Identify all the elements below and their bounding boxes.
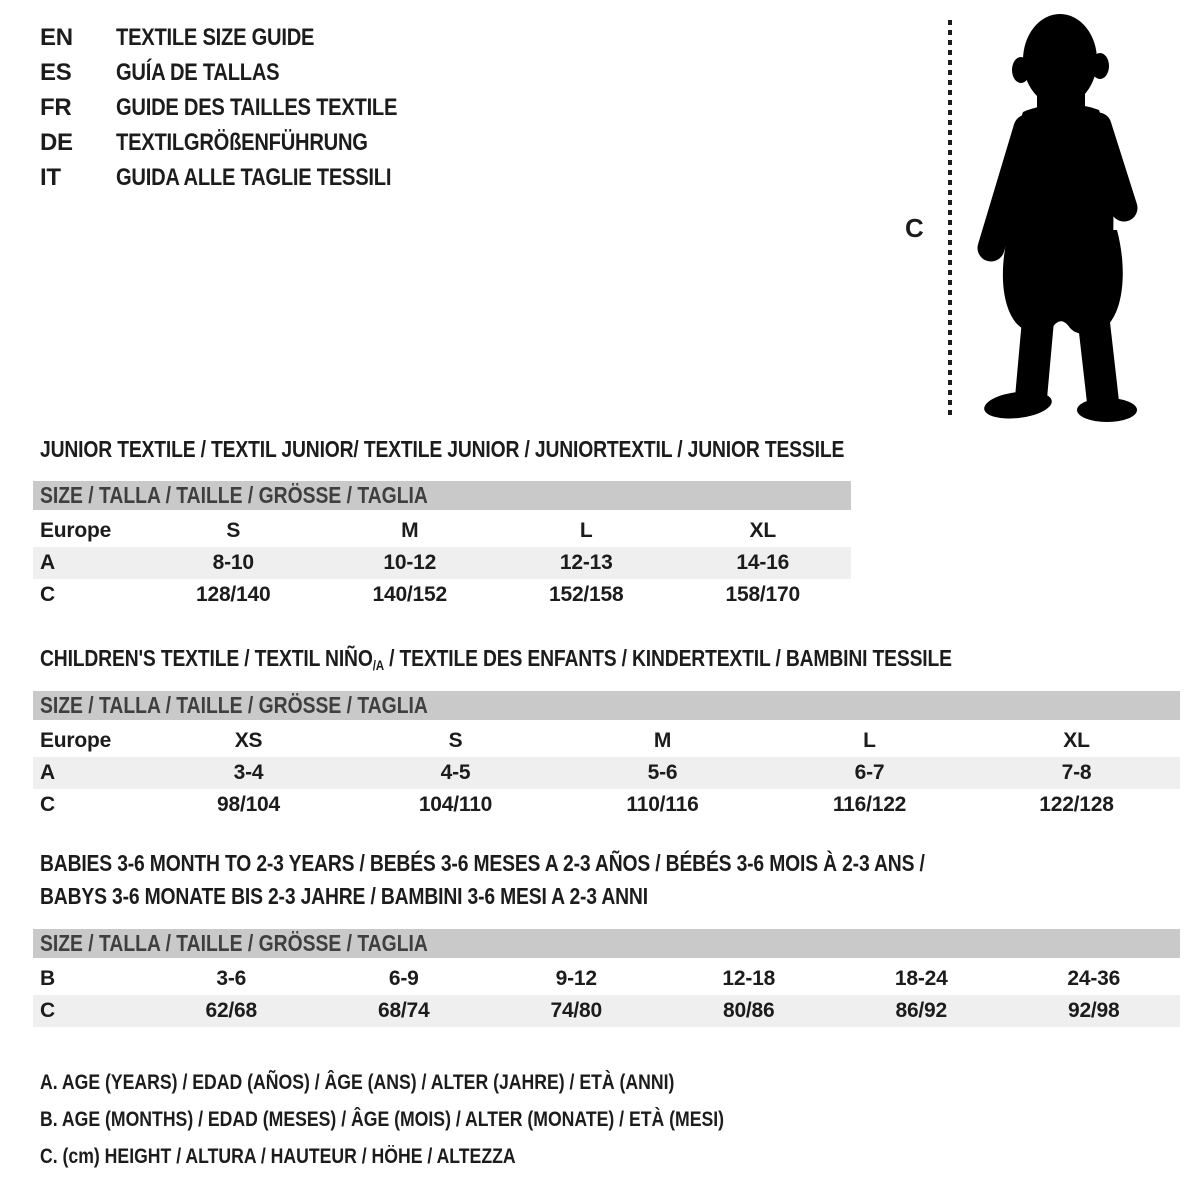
language-row xyxy=(40,160,451,195)
size-header-bar xyxy=(33,691,1180,720)
language-list xyxy=(40,20,451,195)
language-code: FR xyxy=(40,93,72,121)
value-cell: 18-24 xyxy=(894,967,948,990)
value-cell: 3-6 xyxy=(216,967,247,990)
value-cell: 9-12 xyxy=(555,967,597,990)
value-cell: 12-13 xyxy=(559,551,613,574)
measure-label-c: C xyxy=(905,213,924,243)
size-cell: M xyxy=(401,519,419,542)
table-row xyxy=(33,995,1180,1027)
legend-line-c-text: C. (cm) HEIGHT / ALTURA / HAUTEUR / HÖHE / ALTEZZA xyxy=(40,1145,516,1168)
size-cell: S xyxy=(226,519,241,542)
value-cell: 152/158 xyxy=(548,583,624,606)
legend-line-b-text: B. AGE (MONTHS) / EDAD (MESES) / ÂGE (MOIS) / ALTER (MONATE) / ETÀ (MESI) xyxy=(40,1108,725,1131)
size-cell: S xyxy=(448,729,463,752)
table-row xyxy=(33,547,851,579)
language-row xyxy=(40,125,451,160)
table-row xyxy=(33,725,1180,757)
babies-size-table xyxy=(33,929,1180,1027)
value-cell: 128/140 xyxy=(195,583,271,606)
language-code: DE xyxy=(40,128,73,156)
toddler-silhouette-icon xyxy=(957,6,1157,424)
value-cell: 7-8 xyxy=(1061,761,1092,784)
value-cell: 92/98 xyxy=(1067,999,1120,1022)
language-label: TEXTILE SIZE GUIDE xyxy=(116,23,315,51)
children-section-title-text xyxy=(40,645,952,673)
language-code: ES xyxy=(40,58,72,86)
size-cell: XS xyxy=(234,729,263,752)
row-label: A xyxy=(40,551,55,574)
children-size-table xyxy=(33,691,1180,821)
legend-line-a xyxy=(40,1064,854,1101)
value-cell: 74/80 xyxy=(550,999,603,1022)
children-title-subscript: /A xyxy=(372,657,384,673)
table-row xyxy=(33,515,851,547)
children-title-suffix: / TEXTILE DES ENFANTS / KINDERTEXTIL / BAMBINI TESSILE xyxy=(383,645,952,671)
language-label: GUÍA DE TALLAS xyxy=(116,58,280,86)
row-label: A xyxy=(40,761,55,784)
legend-line-a-text: A. AGE (YEARS) / EDAD (AÑOS) / ÂGE (ANS) / ALTER (JAHRE) / ETÀ (ANNI) xyxy=(40,1071,675,1094)
language-code: IT xyxy=(40,163,61,191)
children-title-prefix: CHILDREN'S TEXTILE / TEXTIL NIÑO xyxy=(40,645,373,671)
size-header-text: SIZE / TALLA / TAILLE / GRÖSSE / TAGLIA xyxy=(40,482,428,508)
size-cell: M xyxy=(653,729,672,752)
legend xyxy=(40,1064,854,1175)
value-cell: 62/68 xyxy=(205,999,258,1022)
junior-section-title xyxy=(40,436,997,463)
language-row xyxy=(40,55,451,90)
value-cell: 140/152 xyxy=(372,583,447,606)
legend-line-c xyxy=(40,1138,854,1175)
babies-section-title-line1 xyxy=(40,850,1093,877)
size-cell: L xyxy=(579,519,593,542)
height-measure-line xyxy=(948,20,952,416)
size-header-text: SIZE / TALLA / TAILLE / GRÖSSE / TAGLIA xyxy=(40,692,428,718)
value-cell: 116/122 xyxy=(832,793,907,816)
value-cell: 98/104 xyxy=(216,793,281,816)
value-cell: 12-18 xyxy=(722,967,776,990)
size-header-bar xyxy=(33,929,1180,958)
value-cell: 6-7 xyxy=(854,761,885,784)
children-section-title xyxy=(40,645,1126,673)
value-cell: 6-9 xyxy=(388,967,419,990)
row-label: Europe xyxy=(40,729,112,752)
value-cell: 24-36 xyxy=(1067,967,1121,990)
value-cell: 122/128 xyxy=(1039,793,1114,816)
row-label: Europe xyxy=(40,519,112,542)
babies-title-line1-text: BABIES 3-6 MONTH TO 2-3 YEARS / BEBÉS 3-6 MESES A 2-3 AÑOS / BÉBÉS 3-6 MOIS À 2-3 ANS / xyxy=(40,850,925,876)
size-cell: XL xyxy=(1063,729,1090,752)
babies-section-title-line2 xyxy=(40,883,764,910)
table-row xyxy=(33,579,851,611)
junior-size-table xyxy=(33,481,851,611)
table-row xyxy=(33,757,1180,789)
legend-line-b xyxy=(40,1101,854,1138)
size-cell: XL xyxy=(749,519,776,542)
language-label: GUIDA ALLE TAGLIE TESSILI xyxy=(116,163,392,191)
junior-section-title-text: JUNIOR TEXTILE / TEXTIL JUNIOR/ TEXTILE JUNIOR / JUNIORTEXTIL / JUNIOR TESSILE xyxy=(40,436,845,462)
size-cell: L xyxy=(863,729,876,752)
value-cell: 110/116 xyxy=(626,793,699,816)
language-label: GUIDE DES TAILLES TEXTILE xyxy=(116,93,398,121)
language-row xyxy=(40,90,451,125)
value-cell: 4-5 xyxy=(440,761,471,784)
value-cell: 104/110 xyxy=(418,793,493,816)
language-row xyxy=(40,20,451,55)
table-row xyxy=(33,789,1180,821)
language-code: EN xyxy=(40,23,73,51)
value-cell: 5-6 xyxy=(647,761,678,784)
language-label: TEXTILGRÖßENFÜHRUNG xyxy=(116,128,368,156)
value-cell: 10-12 xyxy=(383,551,437,574)
value-cell: 8-10 xyxy=(212,551,254,574)
value-cell: 68/74 xyxy=(377,999,430,1022)
table-row xyxy=(33,963,1180,995)
value-cell: 158/170 xyxy=(725,583,800,606)
value-cell: 3-4 xyxy=(233,761,264,784)
row-label: C xyxy=(40,793,55,816)
row-label: C xyxy=(40,583,55,606)
babies-title-line2-text: BABYS 3-6 MONATE BIS 2-3 JAHRE / BAMBINI 3-6 MESI A 2-3 ANNI xyxy=(40,883,648,909)
size-header-text: SIZE / TALLA / TAILLE / GRÖSSE / TAGLIA xyxy=(40,930,428,956)
value-cell: 86/92 xyxy=(895,999,948,1022)
value-cell: 14-16 xyxy=(736,551,790,574)
value-cell: 80/86 xyxy=(722,999,775,1022)
row-label: B xyxy=(40,967,55,990)
size-header-bar xyxy=(33,481,851,510)
row-label: C xyxy=(40,999,55,1022)
